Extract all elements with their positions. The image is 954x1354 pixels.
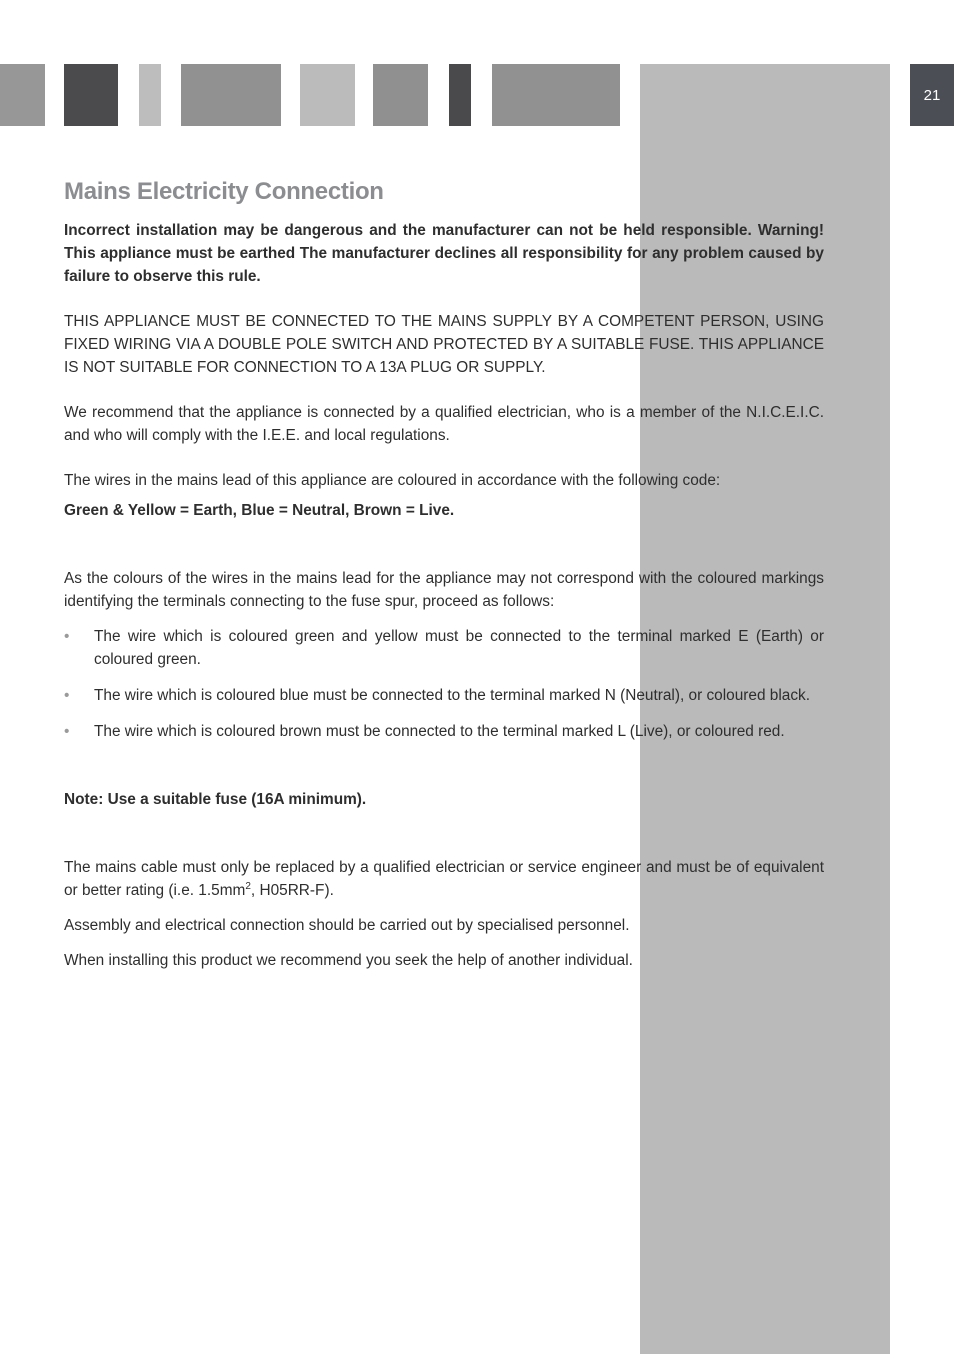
list-item-text: The wire which is coloured green and yellow must be connected to the terminal marked E (Earth) or coloured green. [94,628,824,668]
bullet-icon: • [64,628,70,645]
recommendation-text: We recommend that the appliance is connected by a qualified electrician, who is a member of the N.I.C.E.I.C. and who will comply with the I.E.E. and local regulations. [64,404,824,444]
list-item [64,684,824,707]
wire-bullet-list [64,625,824,743]
list-item-text: The wire which is coloured brown must be connected to the terminal marked L (Live), or coloured red. [94,723,785,740]
content [64,178,824,972]
wires-intro: The wires in the mains lead of this appliance are coloured in accordance with the following code: [64,472,721,489]
list-item [64,625,824,671]
header-bar-1 [0,64,45,126]
bullet-icon: • [64,687,70,704]
assembly-text: Assembly and electrical connection should be carried out by specialised personnel. [64,917,630,934]
page-number: 21 [910,64,954,126]
header-bar-8 [492,64,620,126]
cable-text-after: , H05RR-F). [250,882,334,899]
header-bar-2 [64,64,118,126]
bullet-icon: • [64,723,70,740]
warning-text: Incorrect installation may be dangerous and the manufacturer can not be held responsible. Warning! This appliance must be earthed The manufacturer declines all responsibility for any problem caused by failure to observe this rule. [64,222,824,285]
header-bar-6 [373,64,428,126]
cable-text [64,856,824,902]
header-bar-7 [449,64,471,126]
caps-notice: THIS APPLIANCE MUST BE CONNECTED TO THE MAINS SUPPLY BY A COMPETENT PERSON, USING FIXED WIRING VIA A DOUBLE POLE SWITCH AND PROTECTED BY A SUITABLE FUSE. THIS APPLIANCE IS NOT SUITABLE FOR CONNECTION TO A 13A PLUG OR SUPPLY. [64,313,824,376]
header-bar-5 [300,64,355,126]
list-item-text: The wire which is coloured blue must be connected to the terminal marked N (Neutral), or coloured black. [94,687,810,704]
page-title: Mains Electricity Connection [64,178,384,205]
header-bar-3 [139,64,161,126]
colours-note: As the colours of the wires in the mains lead for the appliance may not correspond with the coloured markings identifying the terminals connecting to the fuse spur, proceed as follows: [64,570,824,610]
header-bar-4 [181,64,281,126]
cable-superscript: 2 [245,880,251,892]
help-text: When installing this product we recommend you seek the help of another individual. [64,952,633,969]
wire-code: Green & Yellow = Earth, Blue = Neutral, Brown = Live. [64,502,455,519]
cable-text-before: The mains cable must only be replaced by a qualified electrician or service engineer and must be of equivalent or better rating (i.e. 1.5mm [64,859,824,899]
list-item [64,720,824,743]
fuse-note: Note: Use a suitable fuse (16A minimum). [64,791,367,808]
